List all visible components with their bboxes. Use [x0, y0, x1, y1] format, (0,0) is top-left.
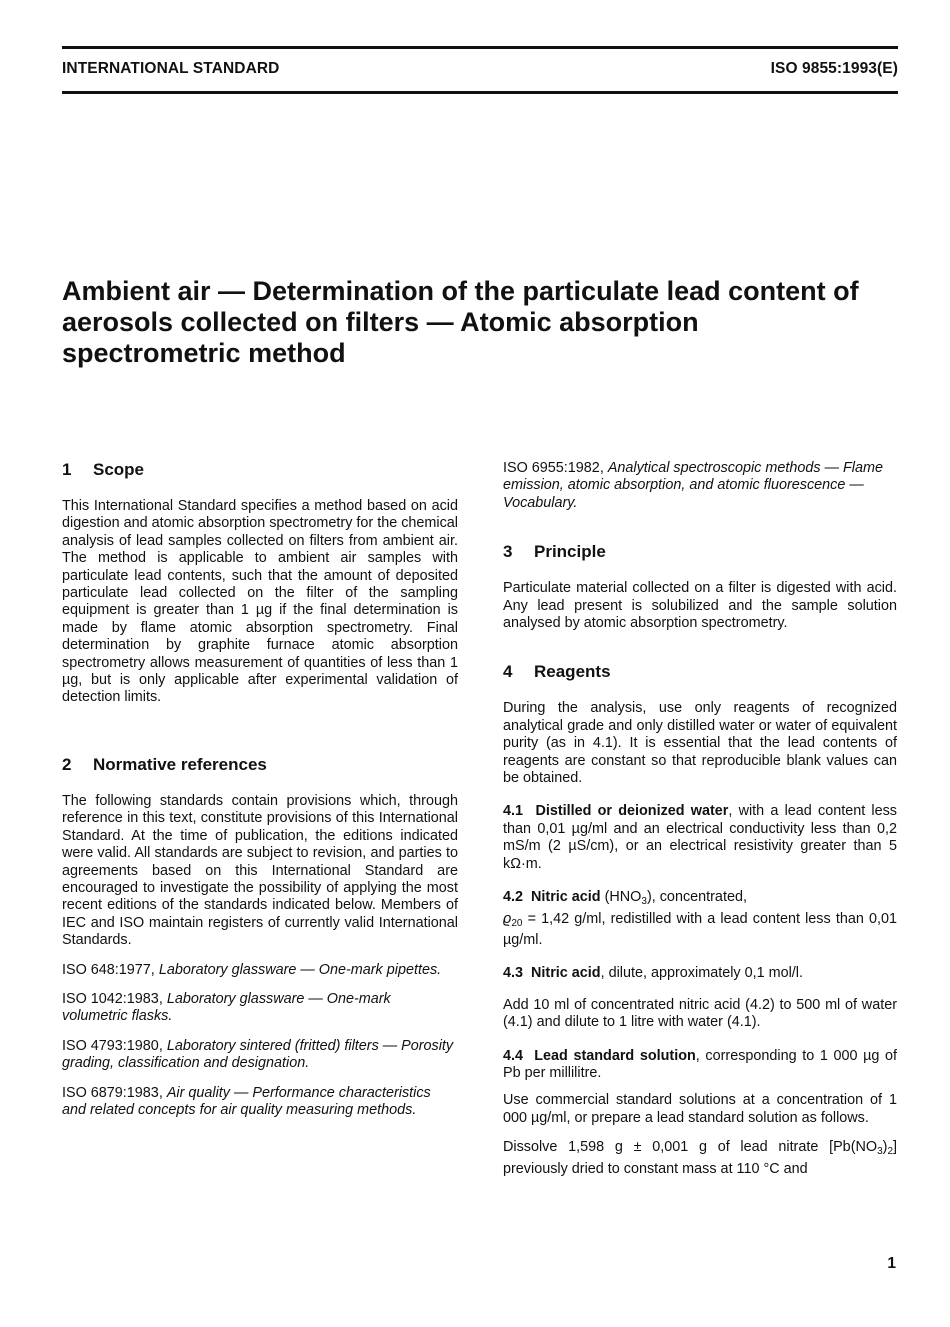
density-symbol: ϱ: [503, 910, 512, 927]
reference-title: Laboratory glassware — One-mark pipettes.: [158, 961, 442, 978]
reagent-number: 4.1: [503, 803, 524, 820]
section-title: Scope: [93, 460, 145, 479]
reference-title: Air quality — Performance characteristics and related concepts for air quality measuring methods.: [62, 1084, 431, 1118]
reagent-number: 4.4: [503, 1047, 524, 1064]
text-part: ] previously dried to constant mass at 110 °C and: [503, 1139, 897, 1177]
normative-intro: The following standards contain provisions which, through reference in this text, constitute provisions of this International Standard. At the time of publication, the editions indicated were valid. All standards are subject to revision, and parties to agreements based on this International Standard are encouraged to investigate the possibility of applying the most recent editions of the standards indicated below. Members of IEC and ISO maintain registers of currently valid International Standards.: [62, 792, 458, 949]
reagent-4-3-preparation: Add 10 ml of concentrated nitric acid (4.2) to 500 ml of water (4.1) and dilute to 1 litre with water (4.1).: [503, 996, 897, 1031]
reagent-number: 4.2: [503, 889, 524, 906]
section-heading: [62, 460, 458, 480]
density-subscript: 20: [511, 917, 523, 929]
section-reagents: [503, 662, 897, 1178]
section-number: 2: [62, 754, 72, 774]
reagent-4-1: [503, 803, 897, 873]
text-part: ): [882, 1139, 888, 1156]
reagent-4-4: [503, 1048, 897, 1083]
reference-item: [62, 962, 458, 979]
reagent-name: Lead standard solution: [534, 1047, 696, 1064]
formula-subscript: 2: [887, 1146, 893, 1158]
section-heading: [62, 755, 458, 775]
reference-item: [503, 460, 897, 512]
reagent-4-2: [503, 889, 897, 949]
reagent-description: , corresponding to 1 000 µg of Pb per millilitre.: [503, 1047, 897, 1081]
reference-code: ISO 6955:1982,: [503, 460, 604, 476]
reference-title: Laboratory glassware — One-mark volumetric flasks.: [62, 990, 391, 1025]
section-heading: [503, 542, 897, 562]
reference-code: ISO 1042:1983,: [62, 990, 163, 1007]
formula-part: (HNO: [600, 889, 642, 906]
reagent-description: = 1,42 g/ml, redistilled with a lead content less than 0,01 µg/ml.: [503, 910, 897, 948]
left-column: [62, 460, 458, 1155]
formula-subscript: 3: [641, 896, 647, 908]
section-title: Principle: [534, 542, 606, 562]
reference-item: [62, 1085, 458, 1120]
header-standard-type: INTERNATIONAL STANDARD: [62, 60, 280, 77]
section-title: Reagents: [534, 662, 611, 682]
reagent-number: 4.3: [503, 965, 524, 982]
scope-paragraph: This International Standard specifies a method based on acid digestion and atomic absorption spectrometry for the chemical analysis of lead samples collected on filters from ambient air. The method is applicable to ambient air samples with particulate lead contents, such that the amount of deposited particulate lead collected on the filter of the sampling equipment is greater than 1 µg if the final determination is made by flame atomic absorption spectrometry. Final determination by graphite furnace atomic absorption spectrometry allows measurement of quantities of less than 1 µg, but is only applicable after experimental validation of detection limits.: [62, 498, 458, 706]
reference-item: [62, 1038, 458, 1073]
section-scope: [62, 460, 458, 707]
header-document-number: ISO 9855:1993(E): [770, 60, 898, 77]
reference-code: ISO 4793:1980,: [62, 1037, 163, 1054]
reagents-intro: During the analysis, use only reagents of recognized analytical grade and only distilled water or water of equivalent purity (as in 4.1). It is essential that the lead contents of reagents are constant so that reproducible blank values can be obtained.: [503, 700, 897, 787]
reference-code: ISO 6879:1983,: [62, 1084, 163, 1101]
text-part: Dissolve 1,598 g ± 0,001 g of lead nitrate [Pb(NO: [503, 1139, 878, 1156]
principle-paragraph: Particulate material collected on a filter is digested with acid. Any lead present is solubilized and the sample solution analysed by atomic absorption spectrometry.: [503, 580, 897, 632]
section-heading: [503, 662, 897, 682]
document-title: Ambient air — Determination of the particulate lead content of aerosols collected on filters — Atomic absorption spectrometric method: [62, 276, 859, 368]
section-number: 4: [503, 662, 513, 682]
reagent-4-3: [503, 965, 897, 982]
reference-item: [62, 991, 458, 1026]
header-bottom-rule: [62, 91, 898, 94]
header-top-rule: [62, 46, 898, 49]
reagent-4-4-preparation: [503, 1139, 897, 1178]
section-normative-references: [62, 755, 458, 1120]
page-number: 1: [887, 1255, 896, 1272]
section-number: 1: [62, 460, 72, 479]
section-title: Normative references: [93, 754, 267, 774]
section-principle: [503, 542, 897, 632]
section-number: 3: [503, 542, 513, 562]
reagent-name: Distilled or deionized water: [535, 803, 729, 820]
reagent-description: , dilute, approximately 0,1 mol/l.: [600, 965, 803, 982]
reagent-name: Nitric acid: [531, 889, 601, 906]
reagent-description: , with a lead content less than 0,01 µg/ml and an electrical conductivity less than 0,2 mS/m (2 µS/cm), or an electrical resistivity greater than 5 kΩ·m.: [503, 803, 898, 872]
right-column: [503, 460, 897, 1214]
reference-title: Laboratory sintered (fritted) filters — Porosity grading, classification and designation.: [62, 1037, 454, 1072]
reference-code: ISO 648:1977,: [62, 961, 155, 978]
formula-subscript: 3: [877, 1146, 883, 1158]
reagent-4-4-usage: Use commercial standard solutions at a concentration of 1 000 µg/ml, or prepare a lead standard solution as follows.: [503, 1092, 897, 1126]
reagent-name: Nitric acid: [531, 965, 601, 982]
reference-title: Analytical spectroscopic methods — Flame emission, atomic absorption, and atomic fluorescence — Vocabulary.: [503, 460, 883, 511]
formula-part: ), concentrated,: [646, 889, 747, 906]
